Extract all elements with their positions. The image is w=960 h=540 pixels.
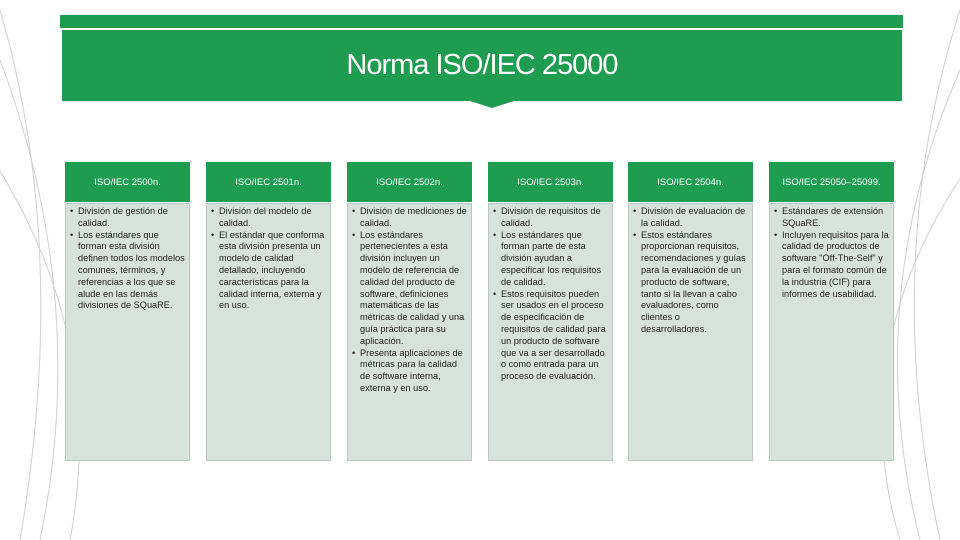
column-body	[628, 203, 753, 461]
column-body	[206, 203, 331, 461]
column-header: ISO/IEC 2504n.	[628, 162, 753, 202]
column-2503n	[488, 162, 613, 461]
bullet-item: • Los estándares que forman parte de esta división ayudan a especificar los requisitos de calidad.	[493, 230, 608, 289]
column-body	[65, 203, 190, 461]
column-body	[769, 203, 894, 461]
column-25050-25099	[769, 162, 894, 461]
column-header: ISO/IEC 2502n.	[347, 162, 472, 202]
bullet-item: • Los estándares pertenecientes a esta división incluyen un modelo de referencia de calidad del producto de software, definiciones matemáticas de las métricas de calidad y una guía práctica para su aplicación.	[352, 230, 467, 348]
bullet-item: • Presenta aplicaciones de métricas para la calidad de software interna, externa y en uso.	[352, 348, 467, 395]
bullet-item: • Estos requisitos pueden ser usados en el proceso de especificación de requisitos de calidad para un producto de software que va a ser desarrollado o como entrada para un proceso de evaluación.	[493, 289, 608, 383]
column-header: ISO/IEC 2503n.	[488, 162, 613, 202]
column-2500n	[65, 162, 190, 461]
column-header: ISO/IEC 2501n.	[206, 162, 331, 202]
bullet-item: • Estándares de extensión SQuaRE.	[774, 206, 889, 230]
column-body	[347, 203, 472, 461]
bullet-item: • Estos estándares proporcionan requisitos, recomendaciones y guías para la evaluación de un producto de software, tanto si la llevan a cabo evaluadores, como clientes o desarrolladores.	[633, 230, 748, 336]
bullet-item: • División de requisitos de calidad.	[493, 206, 608, 230]
bullet-item: • El estándar que conforma esta división presenta un modelo de calidad detallado, incluyendo características para la calidad interna, externa y en uso.	[211, 230, 326, 313]
bullet-item: • Incluyen requisitos para la calidad de productos de software "Off-The-Self" y para el formato común de la industria (CIF) para informes de usabilidad.	[774, 230, 889, 301]
bullet-item: • División de gestión de calidad.	[70, 206, 185, 230]
title-banner	[62, 30, 902, 101]
column-2501n	[206, 162, 331, 461]
bullet-item: • Los estándares que forman esta división definen todos los modelos comunes, términos, y referencias a los que se alude en las demás divisiones de SQuaRE.	[70, 230, 185, 313]
header-top-strip	[60, 15, 903, 28]
column-body	[488, 203, 613, 461]
column-2502n	[347, 162, 472, 461]
column-header: ISO/IEC 25050–25099.	[769, 162, 894, 202]
bullet-item: • División de evaluación de la calidad.	[633, 206, 748, 230]
bullet-item: • División del modelo de calidad.	[211, 206, 326, 230]
title-banner-pointer	[470, 101, 514, 108]
page-title: Norma ISO/IEC 25000	[346, 49, 618, 81]
bullet-item: • División de mediciones de calidad.	[352, 206, 467, 230]
column-header: ISO/IEC 2500n.	[65, 162, 190, 202]
column-2504n	[628, 162, 753, 461]
